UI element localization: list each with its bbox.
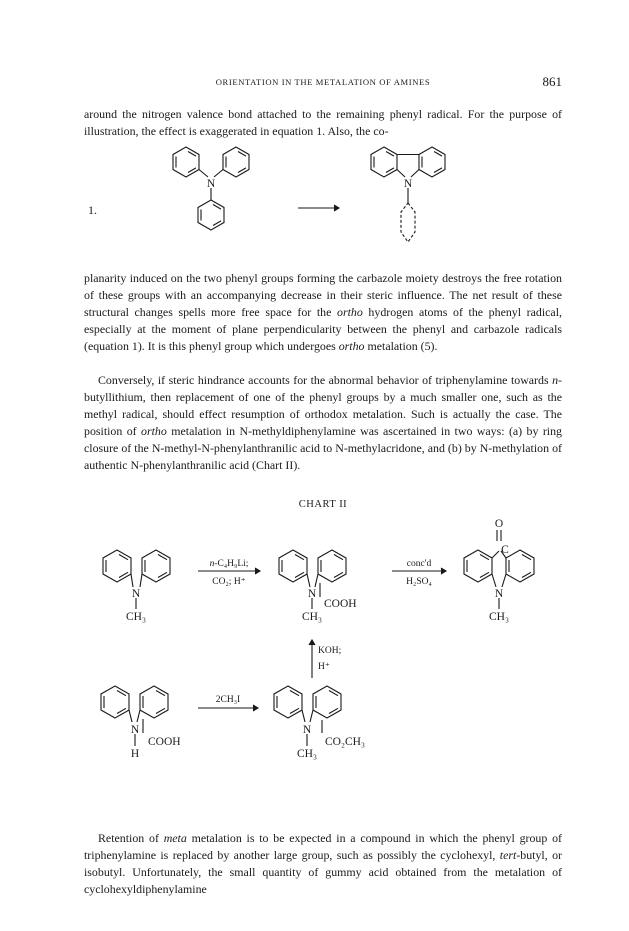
atom-label-o: O (494, 518, 504, 530)
benzene-ring (274, 686, 302, 718)
chart-title: CHART II (298, 499, 348, 510)
ring-inner-bonds (316, 691, 338, 714)
para4-italic-tert: tert (499, 848, 517, 862)
para3-italic-n: n (552, 373, 559, 387)
benzene-ring (103, 550, 131, 582)
atom-label-ch3: CH₃ (302, 611, 322, 623)
benzene-ring (371, 147, 397, 177)
n-phenylcarbazole-structure (371, 147, 445, 242)
group-label-cooh: COOH (324, 598, 357, 610)
benzene-ring (419, 147, 445, 177)
reagent-n-italic: n (209, 559, 215, 569)
atom-label-ch3: CH₃ (297, 748, 317, 760)
page-number: 861 (542, 74, 562, 89)
atom-label-n: N (302, 724, 312, 736)
ring-inner-bonds (226, 152, 246, 173)
reagent-concd: conc'd (406, 559, 432, 569)
atom-label-c: C (501, 544, 509, 556)
benzene-ring (173, 147, 199, 177)
reaction-arrow-up (309, 640, 315, 678)
benzene-ring (279, 550, 307, 582)
ring-inner-bonds (145, 555, 167, 578)
running-head: ORIENTATION IN THE METALATION OF AMINES (215, 77, 431, 87)
para3-text-2: -butyllithium, then replacement of one of the phenyl groups by a much smaller one, such as the methyl radical, should effect resumption of orthodox metalation. Such is actually the case. The position of (84, 373, 562, 438)
reagent-h-plus: H⁺ (318, 662, 330, 672)
ring-inner-bonds (143, 691, 165, 714)
para2-italic-ortho-2: ortho (338, 339, 365, 353)
para3-text-1: Conversely, if steric hindrance accounts for the abnormal behavior of triphenylamine towards (98, 373, 553, 387)
atom-label-n: N (130, 724, 140, 736)
ring-inner-bonds (509, 555, 531, 578)
para3-italic-ortho: ortho (141, 424, 167, 438)
para2-text-3: metalation (5). (364, 339, 438, 353)
atom-label-h: H (130, 748, 140, 760)
para4-text-3: -butyl, or isobutyl. Unfortunately, the small quantity of gummy acid obtained from the metalation of cyclohexyldiphenylamine (84, 848, 562, 896)
atom-label-n: N (494, 588, 504, 600)
ring-inner-bonds (106, 555, 128, 578)
benzene-ring (318, 550, 346, 582)
atom-label-n: N (206, 178, 216, 190)
group-label-cooh: COOH (148, 736, 181, 748)
benzene-ring (101, 686, 129, 718)
reaction-arrow (298, 205, 339, 211)
para4-italic-meta: meta (163, 831, 187, 845)
equation-number: 1. (88, 203, 97, 217)
reagent-koh: KOH; (318, 646, 342, 656)
benzene-ring (223, 147, 249, 177)
benzene-ring (313, 686, 341, 718)
atom-label-n: N (307, 588, 317, 600)
benzene-ring (506, 550, 534, 582)
ring-inner-bonds (467, 555, 489, 578)
reaction-arrow (198, 705, 258, 711)
para4-text-1: Retention of (98, 831, 164, 845)
reagent-methyl-iodide: 2CH₃I (215, 695, 241, 705)
reagent-butyllithium-rest: -C₄H₉Li; (214, 559, 249, 569)
atom-label-n: N (403, 178, 413, 190)
benzene-ring (198, 200, 224, 230)
atom-label-ch3: CH₃ (489, 611, 509, 623)
ring-inner-bonds (201, 205, 221, 226)
group-label-co2ch3: CO₂CH₃ (325, 736, 365, 748)
atom-label-n: N (131, 588, 141, 600)
benzene-ring (464, 550, 492, 582)
para2-italic-ortho-1: ortho (337, 305, 363, 319)
ring-inner-bonds (104, 691, 126, 714)
ring-inner-bonds (282, 555, 304, 578)
ring-inner-bonds (176, 152, 196, 173)
reagent-butyllithium (210, 559, 249, 569)
carbonyl-double-bond (497, 530, 501, 541)
ring-inner-bonds (422, 152, 442, 173)
ring-inner-bonds (321, 555, 343, 578)
acridone-bonds (492, 551, 506, 609)
para2-text-2: hydrogen atoms of the phenyl radical, especially at the moment of plane perpendicularity between the phenyl and carbazole radicals (equation 1). It is this phenyl group which undergoes (84, 305, 562, 353)
reagent-h2so4: H₂SO₄ (406, 577, 432, 587)
perpendicular-phenyl (401, 203, 415, 242)
ring-inner-bonds (277, 691, 299, 714)
benzene-ring (140, 686, 168, 718)
atom-label-ch3: CH₃ (126, 611, 146, 623)
para3-text-3: metalation in N-methyldiphenylamine was ascertained in two ways: (a) by ring closure of the N-methyl-N-phenylanthranilic acid to N-methylacridone, and (b) by N-methylation of authentic N-phenylanthranilic acid (Chart II). (84, 424, 563, 472)
para2-text-1: planarity induced on the two phenyl groups forming the carbazole moiety destroys the free rotation of these groups with an accompanying decrease in their steric influence. The net result of these structural changes spells more free space for the (84, 271, 562, 319)
reagent-co2: CO₂; H⁺ (212, 577, 246, 587)
para4-text-2: metalation is to be expected in a compound in which the phenyl group of triphenylamine is replaced by another large group, such as possibly the cyclohexyl, (84, 831, 562, 862)
paragraph-1: around the nitrogen valence bond attached to the remaining phenyl radical. For the purpose of illustration, the effect is exaggerated in equation 1. Also, the co- (84, 107, 562, 138)
benzene-ring (142, 550, 170, 582)
n-methyldiphenylamine-structure (103, 550, 170, 609)
ring-inner-bonds (374, 152, 394, 173)
